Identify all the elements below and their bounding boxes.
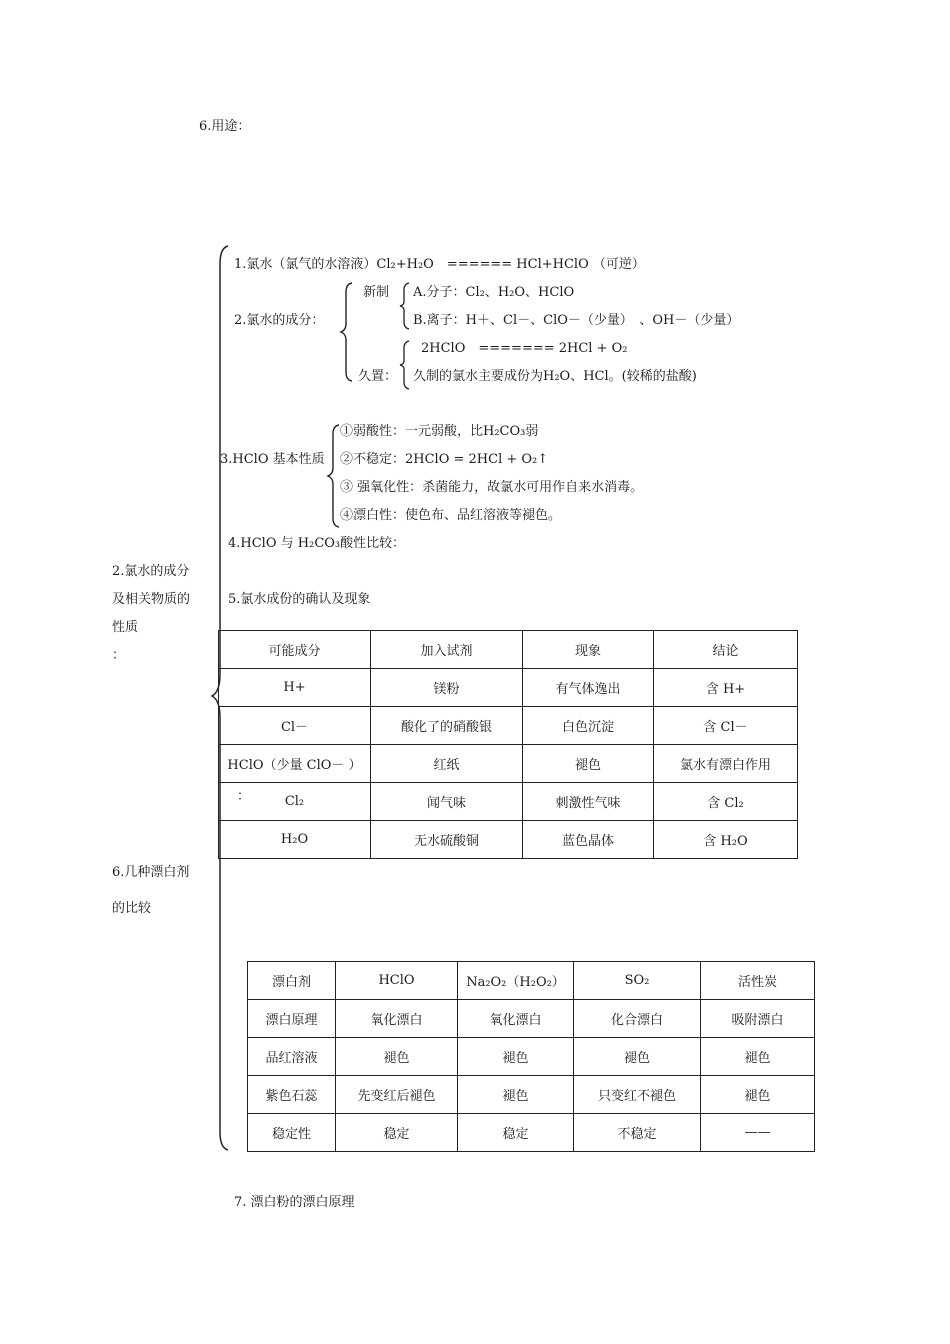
table-header-row bbox=[219, 631, 798, 669]
table-cell: 闻气味 bbox=[371, 783, 523, 821]
table-cell: HClO（少量 ClO－ ） bbox=[219, 745, 371, 783]
table-header-cell: HClO bbox=[336, 962, 458, 1000]
item-7-bleaching-powder: 7. 漂白粉的漂白原理 bbox=[234, 1195, 355, 1210]
table-cell: 含 H₂O bbox=[654, 821, 798, 859]
table-cell: 褪色 bbox=[574, 1038, 701, 1076]
hclo-brace bbox=[327, 424, 341, 528]
table-row bbox=[219, 821, 798, 859]
table-header-cell: SO₂ bbox=[574, 962, 701, 1000]
table-cell: 氧化漂白 bbox=[336, 1000, 458, 1038]
table-row bbox=[248, 1038, 815, 1076]
identification-table bbox=[218, 630, 798, 859]
table-row bbox=[219, 745, 798, 783]
table-cell: H+ bbox=[219, 669, 371, 707]
table-cell: 镁粉 bbox=[371, 669, 523, 707]
table-row bbox=[219, 783, 798, 821]
side-label-line: ： bbox=[112, 648, 126, 663]
table-header-cell: 活性炭 bbox=[701, 962, 815, 1000]
table-cell: 氧化漂白 bbox=[458, 1000, 574, 1038]
table-cell: 有气体逸出 bbox=[523, 669, 654, 707]
table-cell: 酸化了的硝酸银 bbox=[371, 707, 523, 745]
fresh-label: 新制 bbox=[363, 285, 390, 300]
table-cell-text: Cl₂ bbox=[284, 794, 305, 809]
table-cell: 紫色石蕊 bbox=[248, 1076, 336, 1114]
table-row bbox=[248, 1114, 815, 1152]
fresh-ions: B.离子：H＋、Cl－、ClO－（少量） 、OH－（少量） bbox=[413, 313, 740, 328]
table-cell: 稳定性 bbox=[248, 1114, 336, 1152]
table-cell: —— bbox=[701, 1114, 815, 1152]
side-label-line: 的比较 bbox=[112, 901, 152, 916]
table-row bbox=[219, 669, 798, 707]
table-cell: 稳定 bbox=[336, 1114, 458, 1152]
stray-colon: ： bbox=[237, 789, 251, 804]
aged-brace bbox=[399, 340, 411, 390]
table-cell: 褪色 bbox=[458, 1038, 574, 1076]
side-label-bleach-compare bbox=[112, 855, 189, 927]
table-cell: 褪色 bbox=[701, 1076, 815, 1114]
table-cell: 稳定 bbox=[458, 1114, 574, 1152]
aged-note: 久制的氯水主要成份为H₂O、HCl。(较稀的盐酸) bbox=[413, 369, 697, 384]
table-header-cell: 漂白剂 bbox=[248, 962, 336, 1000]
item-5-identification: 5.氯水成份的确认及现象 bbox=[228, 592, 371, 607]
table-row bbox=[219, 707, 798, 745]
item-1-reaction: 1.氯水（氯气的水溶液）Cl₂+H₂O ====== HCl+HClO （可逆） bbox=[234, 257, 645, 272]
table-cell: 蓝色晶体 bbox=[523, 821, 654, 859]
bleach-comparison-table bbox=[247, 961, 815, 1152]
side-label-line: 性质 bbox=[112, 620, 139, 635]
aged-reaction: 2HClO ======= 2HCl + O₂ bbox=[421, 341, 628, 356]
side-label-line: 2.氯水的成分 bbox=[112, 564, 190, 579]
table-cell: 含 Cl－ bbox=[654, 707, 798, 745]
table-cell: 漂白原理 bbox=[248, 1000, 336, 1038]
table-row bbox=[248, 1000, 815, 1038]
hclo-weak-acid: ①弱酸性：一元弱酸，比H₂CO₃弱 bbox=[340, 424, 539, 439]
aged-label: 久置： bbox=[358, 369, 398, 384]
item-3-label: 3.HClO 基本性质 bbox=[220, 452, 325, 467]
side-label-line: 及相关物质的 bbox=[112, 592, 191, 607]
table-header-cell: 加入试剂 bbox=[371, 631, 523, 669]
composition-brace bbox=[340, 282, 354, 382]
side-label-chlorine-water bbox=[112, 558, 190, 670]
item-4-acidity: 4.HClO 与 H₂CO₃酸性比较： bbox=[228, 536, 406, 551]
table-cell: 白色沉淀 bbox=[523, 707, 654, 745]
hclo-oxidizing: ③ 强氧化性：杀菌能力，故氯水可用作自来水消毒。 bbox=[340, 480, 644, 495]
table-cell: 红纸 bbox=[371, 745, 523, 783]
table-cell: 先变红后褪色 bbox=[336, 1076, 458, 1114]
table-cell: 褪色 bbox=[336, 1038, 458, 1076]
table-cell: 刺激性气味 bbox=[523, 783, 654, 821]
table-cell: 只变红不褪色 bbox=[574, 1076, 701, 1114]
table-cell: 吸附漂白 bbox=[701, 1000, 815, 1038]
table-header-cell: Na₂O₂（H₂O₂） bbox=[458, 962, 574, 1000]
table-header-cell: 可能成分 bbox=[219, 631, 371, 669]
table-cell: Cl－ bbox=[219, 707, 371, 745]
table-cell: 无水硫酸铜 bbox=[371, 821, 523, 859]
table-cell: 氯水有漂白作用 bbox=[654, 745, 798, 783]
table-cell: 褪色 bbox=[701, 1038, 815, 1076]
table-cell: 含 H+ bbox=[654, 669, 798, 707]
table-cell: 含 Cl₂ bbox=[654, 783, 798, 821]
table-cell: 品红溶液 bbox=[248, 1038, 336, 1076]
fresh-brace bbox=[399, 282, 411, 330]
table-header-cell: 现象 bbox=[523, 631, 654, 669]
section-heading-uses: 6.用途： bbox=[199, 119, 251, 134]
hclo-bleaching: ④漂白性：使色布、品红溶液等褪色。 bbox=[340, 508, 562, 523]
table-cell: 化合漂白 bbox=[574, 1000, 701, 1038]
table-cell: H₂O bbox=[219, 821, 371, 859]
fresh-molecules: A.分子：Cl₂、H₂O、HClO bbox=[413, 285, 575, 300]
table-cell: 不稳定 bbox=[574, 1114, 701, 1152]
table-cell: 褪色 bbox=[523, 745, 654, 783]
table-row bbox=[248, 1076, 815, 1114]
hclo-unstable: ②不稳定：2HClO = 2HCl + O₂↑ bbox=[340, 452, 549, 467]
table-cell: 褪色 bbox=[458, 1076, 574, 1114]
item-2-label: 2.氯水的成分： bbox=[234, 313, 325, 328]
table-header-row bbox=[248, 962, 815, 1000]
side-label-line: 6.几种漂白剂 bbox=[112, 865, 190, 880]
table-header-cell: 结论 bbox=[654, 631, 798, 669]
table-cell bbox=[219, 783, 371, 821]
